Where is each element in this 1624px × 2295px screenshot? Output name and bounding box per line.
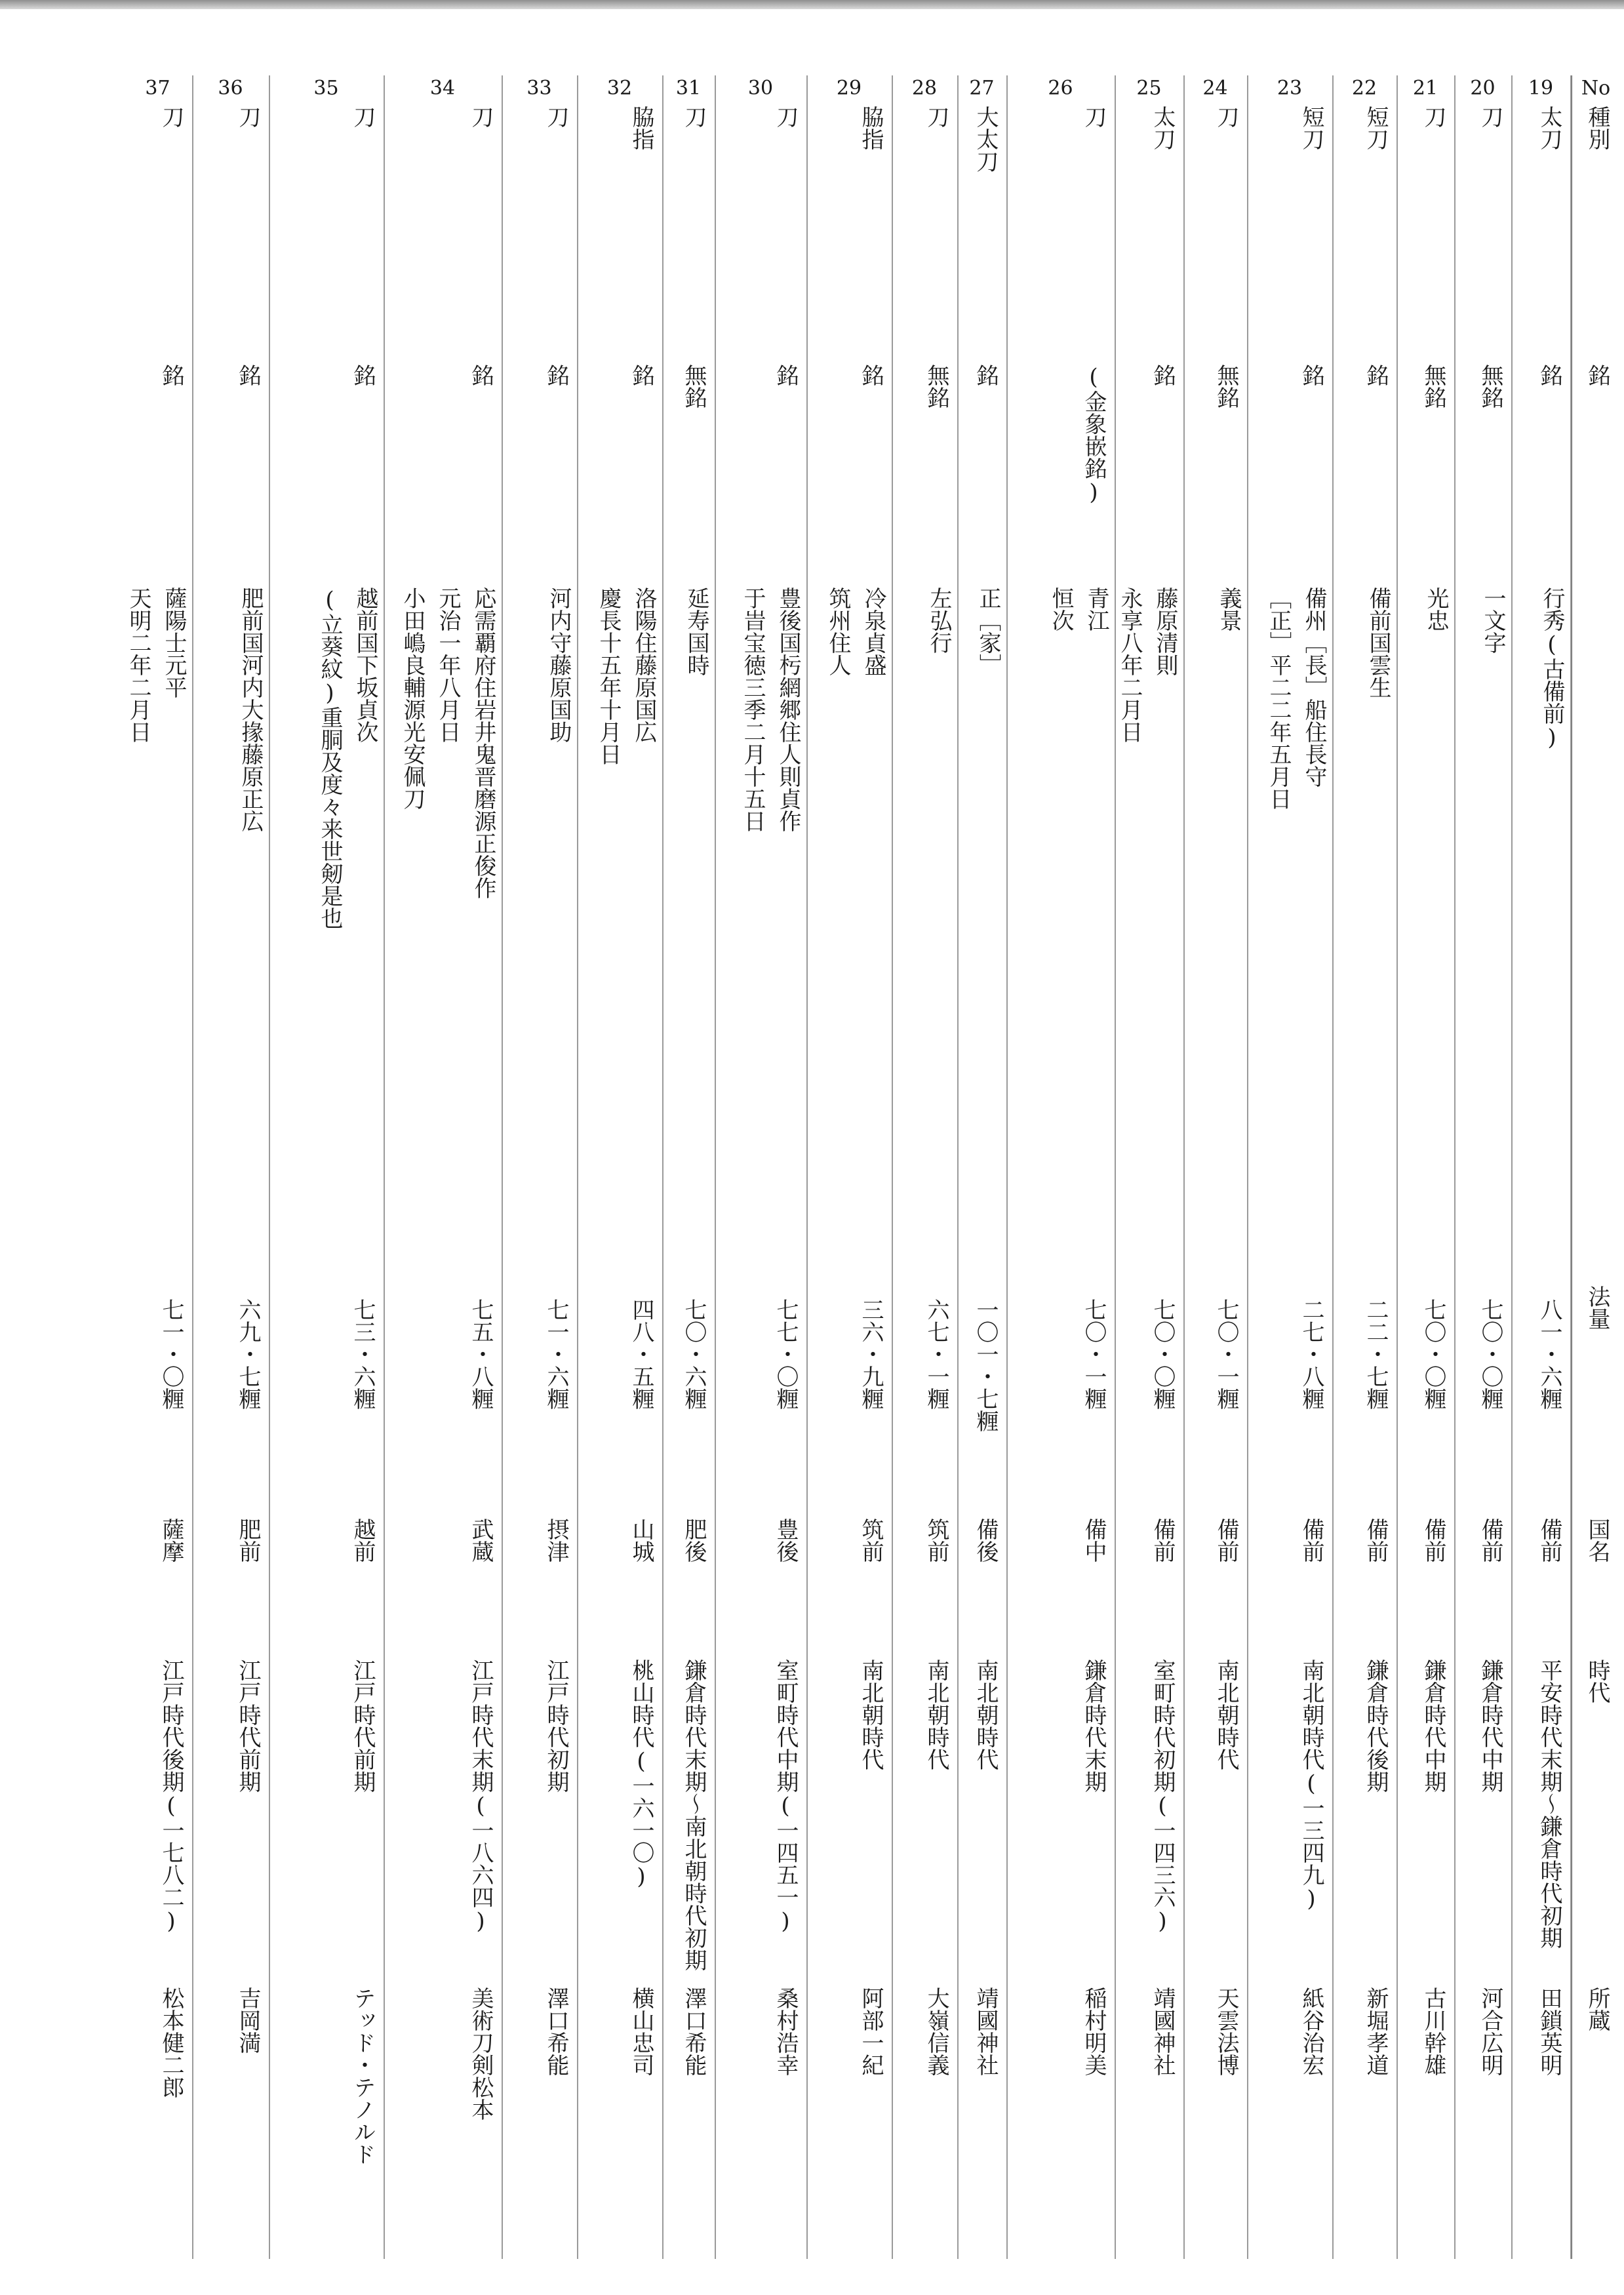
blade-length: 七〇・六糎 bbox=[681, 1298, 707, 1410]
row-number: 26 bbox=[1048, 77, 1073, 100]
owner: 澤口希能 bbox=[681, 1987, 707, 2076]
signature-type: 銘 bbox=[858, 364, 884, 386]
province: 薩摩 bbox=[158, 1518, 184, 1563]
inscription-line: 藤原清則 bbox=[1152, 587, 1178, 676]
table-row bbox=[892, 75, 959, 2259]
inscription-line: 河内守藤原国助 bbox=[545, 587, 572, 743]
blade-length: 七一・六糎 bbox=[543, 1298, 569, 1410]
signature-type: 無銘 bbox=[1477, 364, 1503, 409]
table-row bbox=[715, 75, 808, 2259]
province: 備後 bbox=[972, 1518, 999, 1563]
sword-type: 太刀 bbox=[1149, 106, 1176, 150]
owner: 美術刀剣松本 bbox=[467, 1987, 494, 2121]
table-row bbox=[957, 75, 1008, 2259]
sword-type: 刀 bbox=[235, 106, 261, 128]
table-row bbox=[806, 75, 893, 2259]
blade-length: 七五・八糎 bbox=[467, 1298, 494, 1410]
inscription bbox=[974, 587, 1002, 676]
blade-length: 七〇・〇糎 bbox=[1477, 1298, 1503, 1410]
inscription bbox=[1115, 587, 1179, 743]
blade-length: 八一・六糎 bbox=[1536, 1298, 1562, 1410]
inscription-line: 光忠 bbox=[1423, 587, 1449, 631]
inscription-line: 小田嶋良輔源光安佩刀 bbox=[399, 587, 426, 810]
era: 南北朝時代 bbox=[858, 1659, 884, 1770]
signature-type: 無銘 bbox=[923, 364, 949, 409]
era: 江戸時代末期(一八六四) bbox=[467, 1659, 494, 1934]
row-number: 35 bbox=[313, 77, 339, 100]
table-row bbox=[1115, 75, 1185, 2259]
inscription-line: 永享八年二月日 bbox=[1117, 587, 1143, 743]
era: 南北朝時代 bbox=[1213, 1659, 1239, 1770]
signature-type: 無銘 bbox=[1420, 364, 1446, 409]
table-row bbox=[384, 75, 503, 2259]
header-owner: 所蔵 bbox=[1584, 1987, 1610, 2031]
era: 江戸時代前期 bbox=[349, 1659, 376, 1793]
table-header bbox=[1570, 75, 1619, 2259]
row-number: 21 bbox=[1412, 77, 1438, 100]
inscription bbox=[1046, 587, 1111, 631]
inscription-line: 延寿国時 bbox=[683, 587, 709, 676]
owner: 河合広明 bbox=[1477, 1987, 1503, 2076]
inscription-line: (立葵紋)重胴及度々来世剱是也 bbox=[317, 587, 343, 929]
header-type: 種別 bbox=[1584, 106, 1610, 150]
sword-type: 刀 bbox=[1080, 106, 1107, 128]
era: 南北朝時代(一三四九) bbox=[1298, 1659, 1324, 1912]
owner: テッド・テノルド bbox=[349, 1987, 376, 2165]
inscription bbox=[1478, 587, 1507, 654]
signature-type: 銘 bbox=[1536, 364, 1562, 386]
blade-length: 六九・七糎 bbox=[235, 1298, 261, 1410]
era: 江戸時代前期 bbox=[235, 1659, 261, 1793]
era: 鎌倉時代中期 bbox=[1420, 1659, 1446, 1793]
inscription-line: 備州［長］船住長守 bbox=[1301, 587, 1327, 788]
era: 南北朝時代 bbox=[923, 1659, 949, 1770]
table-row bbox=[269, 75, 385, 2259]
inscription bbox=[1364, 587, 1393, 698]
sword-type: 太刀 bbox=[1536, 106, 1562, 150]
era: 江戸時代後期(一七八二) bbox=[158, 1659, 184, 1934]
header-no: No bbox=[1581, 77, 1611, 100]
era: 鎌倉時代末期 bbox=[1080, 1659, 1107, 1793]
row-number: 37 bbox=[145, 77, 170, 100]
inscription-line: 薩陽士元平 bbox=[161, 587, 187, 698]
inscription-line: 恒次 bbox=[1048, 587, 1074, 631]
inscription bbox=[1264, 587, 1328, 810]
inscription-line: 慶長十五年十月日 bbox=[595, 587, 622, 765]
blade-length: 七七・〇糎 bbox=[772, 1298, 799, 1410]
province: 備前 bbox=[1420, 1518, 1446, 1563]
inscription-line: 筑州住人 bbox=[825, 587, 851, 676]
blade-length: 四八・五糎 bbox=[628, 1298, 654, 1410]
signature-type: 銘 bbox=[1149, 364, 1176, 386]
inscription bbox=[236, 587, 265, 832]
owner: 澤口希能 bbox=[543, 1987, 569, 2076]
sword-type: 刀 bbox=[1477, 106, 1503, 128]
signature-type: 銘 bbox=[972, 364, 999, 386]
signature-type: (金象嵌銘) bbox=[1080, 364, 1107, 506]
blade-length: 六七・一糎 bbox=[923, 1298, 949, 1410]
blade-length: 七〇・〇糎 bbox=[1149, 1298, 1176, 1410]
blade-length: 二七・八糎 bbox=[1298, 1298, 1324, 1410]
inscription bbox=[1421, 587, 1450, 631]
era: 鎌倉時代中期 bbox=[1477, 1659, 1503, 1793]
inscription-line: 一文字 bbox=[1480, 587, 1506, 654]
owner: 新堀孝道 bbox=[1362, 1987, 1389, 2076]
inscription-line: 豊後国杇網郷住人則貞作 bbox=[775, 587, 801, 832]
inscription-line: 肥前国河内大掾藤原正広 bbox=[237, 587, 264, 832]
table-row bbox=[1332, 75, 1398, 2259]
province: 肥前 bbox=[235, 1518, 261, 1563]
province: 武蔵 bbox=[467, 1518, 494, 1563]
table-row bbox=[1247, 75, 1334, 2259]
header-size: 法量 bbox=[1584, 1285, 1610, 1330]
table-row bbox=[1006, 75, 1116, 2259]
row-number: 24 bbox=[1202, 77, 1228, 100]
table-row bbox=[1183, 75, 1248, 2259]
row-number: 23 bbox=[1277, 77, 1303, 100]
inscription-line: 于旹宝徳三季二月十五日 bbox=[740, 587, 766, 832]
row-number: 29 bbox=[836, 77, 862, 100]
inscription-line: 備前国雲生 bbox=[1365, 587, 1391, 698]
header-province: 国名 bbox=[1584, 1518, 1610, 1563]
sword-type: 刀 bbox=[467, 106, 494, 128]
inscription-line: 応需覇府住岩井鬼晋磨源正俊作 bbox=[470, 587, 496, 899]
inscription-line: 冷泉貞盛 bbox=[860, 587, 886, 676]
owner: 古川幹雄 bbox=[1420, 1987, 1446, 2076]
province: 備中 bbox=[1080, 1518, 1107, 1563]
blade-length: 七〇・〇糎 bbox=[1420, 1298, 1446, 1410]
inscription bbox=[1537, 587, 1566, 751]
inscription-line: 義景 bbox=[1216, 587, 1242, 631]
province: 備前 bbox=[1213, 1518, 1239, 1563]
table-row bbox=[123, 75, 193, 2259]
sword-type: 刀 bbox=[923, 106, 949, 128]
signature-type: 無銘 bbox=[681, 364, 707, 409]
sword-type: 刀 bbox=[1213, 106, 1239, 128]
header-era: 時代 bbox=[1584, 1659, 1610, 1704]
blade-length: 三六・九糎 bbox=[858, 1298, 884, 1410]
province: 筑前 bbox=[923, 1518, 949, 1563]
row-number: 28 bbox=[911, 77, 938, 100]
signature-type: 銘 bbox=[235, 364, 261, 386]
table-row bbox=[1396, 75, 1456, 2259]
inscription bbox=[544, 587, 573, 743]
row-number: 22 bbox=[1351, 77, 1377, 100]
owner: 紙谷治宏 bbox=[1298, 1987, 1324, 2076]
sword-type: 脇指 bbox=[628, 106, 654, 150]
row-number: 20 bbox=[1470, 77, 1495, 100]
province: 摂津 bbox=[543, 1518, 569, 1563]
table-row bbox=[662, 75, 716, 2259]
table-row bbox=[1511, 75, 1572, 2259]
blade-length: 二二・七糎 bbox=[1362, 1298, 1389, 1410]
province: 肥後 bbox=[681, 1518, 707, 1563]
row-number: 36 bbox=[218, 77, 243, 100]
blade-length: 七一・〇糎 bbox=[158, 1298, 184, 1410]
inscription bbox=[124, 587, 188, 743]
table-row bbox=[577, 75, 663, 2259]
inscription bbox=[315, 587, 380, 929]
sword-type: 大太刀 bbox=[972, 106, 999, 172]
era: 南北朝時代 bbox=[972, 1659, 999, 1770]
blade-length: 七三・六糎 bbox=[349, 1298, 376, 1410]
inscription-line: 元治一年八月日 bbox=[435, 587, 461, 743]
sword-type: 脇指 bbox=[858, 106, 884, 150]
signature-type: 銘 bbox=[1298, 364, 1324, 386]
row-number: 32 bbox=[606, 77, 633, 100]
era: 鎌倉時代後期 bbox=[1362, 1659, 1389, 1793]
province: 豊後 bbox=[772, 1518, 799, 1563]
sword-type: 刀 bbox=[349, 106, 376, 128]
province: 山城 bbox=[628, 1518, 654, 1563]
row-number: 27 bbox=[969, 77, 995, 100]
inscription-line: 洛陽住藤原国広 bbox=[631, 587, 657, 743]
era: 室町時代中期(一四五一) bbox=[772, 1659, 799, 1934]
era: 鎌倉時代末期〜南北朝時代初期 bbox=[681, 1659, 707, 1971]
province: 備前 bbox=[1298, 1518, 1324, 1563]
owner: 田鎖英明 bbox=[1536, 1987, 1562, 2076]
signature-type: 銘 bbox=[543, 364, 569, 386]
sword-type: 短刀 bbox=[1362, 106, 1389, 150]
row-number: 19 bbox=[1528, 77, 1554, 100]
inscription bbox=[682, 587, 711, 676]
owner: 桑村浩幸 bbox=[772, 1987, 799, 2076]
inscription bbox=[594, 587, 658, 765]
owner: 稲村明美 bbox=[1080, 1987, 1107, 2076]
blade-length: 一〇一・七糎 bbox=[972, 1298, 999, 1432]
province: 備前 bbox=[1362, 1518, 1389, 1563]
sword-type: 刀 bbox=[681, 106, 707, 128]
table-row bbox=[192, 75, 270, 2259]
owner: 靖國神社 bbox=[972, 1987, 999, 2076]
sword-type: 刀 bbox=[158, 106, 184, 128]
owner: 天雲法博 bbox=[1213, 1987, 1239, 2076]
blade-length: 七〇・一糎 bbox=[1080, 1298, 1107, 1410]
inscription-line: 越前国下坂貞次 bbox=[352, 587, 378, 743]
row-number: 30 bbox=[747, 77, 774, 100]
inscription-line: 天明二年二月日 bbox=[125, 587, 151, 743]
inscription-line: ［正］平二二年五月日 bbox=[1265, 587, 1292, 810]
owner: 松本健二郎 bbox=[158, 1987, 184, 2098]
owner: 大嶺信義 bbox=[923, 1987, 949, 2076]
sword-type: 短刀 bbox=[1298, 106, 1324, 150]
row-number: 34 bbox=[429, 77, 456, 100]
signature-type: 銘 bbox=[772, 364, 799, 386]
inscription-line: 正［家］ bbox=[975, 587, 1001, 676]
owner: 靖國神社 bbox=[1149, 1987, 1176, 2076]
province: 備前 bbox=[1149, 1518, 1176, 1563]
row-number: 33 bbox=[526, 77, 552, 100]
owner: 横山忠司 bbox=[628, 1987, 654, 2076]
inscription bbox=[1214, 587, 1243, 631]
era: 桃山時代(一六一〇) bbox=[628, 1659, 654, 1890]
row-number: 25 bbox=[1136, 77, 1162, 100]
table-row bbox=[502, 75, 578, 2259]
era: 江戸時代初期 bbox=[543, 1659, 569, 1793]
inscription-line: 左弘行 bbox=[926, 587, 952, 654]
owner: 阿部一紀 bbox=[858, 1987, 884, 2076]
inscription-line: 行秀(古備前) bbox=[1539, 587, 1565, 751]
row-number: 31 bbox=[675, 77, 702, 100]
province: 越前 bbox=[349, 1518, 376, 1563]
era: 平安時代末期〜鎌倉時代初期 bbox=[1536, 1659, 1562, 1949]
sword-type: 刀 bbox=[543, 106, 569, 128]
signature-type: 銘 bbox=[628, 364, 654, 386]
inscription bbox=[738, 587, 802, 832]
sword-type: 刀 bbox=[772, 106, 799, 128]
signature-type: 無銘 bbox=[1213, 364, 1239, 409]
blade-length: 七〇・一糎 bbox=[1213, 1298, 1239, 1410]
province: 備前 bbox=[1536, 1518, 1562, 1563]
province: 筑前 bbox=[858, 1518, 884, 1563]
signature-type: 銘 bbox=[1362, 364, 1389, 386]
table-row bbox=[1454, 75, 1513, 2259]
header-signature: 銘 bbox=[1584, 364, 1610, 386]
owner: 吉岡満 bbox=[235, 1987, 261, 2054]
inscription-line: 青江 bbox=[1083, 587, 1109, 631]
signature-type: 銘 bbox=[349, 364, 376, 386]
sword-type: 刀 bbox=[1420, 106, 1446, 128]
page-top-shadow bbox=[0, 0, 1624, 9]
inscription bbox=[823, 587, 888, 676]
era: 室町時代初期(一四三六) bbox=[1149, 1659, 1176, 1934]
inscription bbox=[398, 587, 498, 899]
signature-type: 銘 bbox=[467, 364, 494, 386]
province: 備前 bbox=[1477, 1518, 1503, 1563]
signature-type: 銘 bbox=[158, 364, 184, 386]
inscription bbox=[924, 587, 953, 654]
